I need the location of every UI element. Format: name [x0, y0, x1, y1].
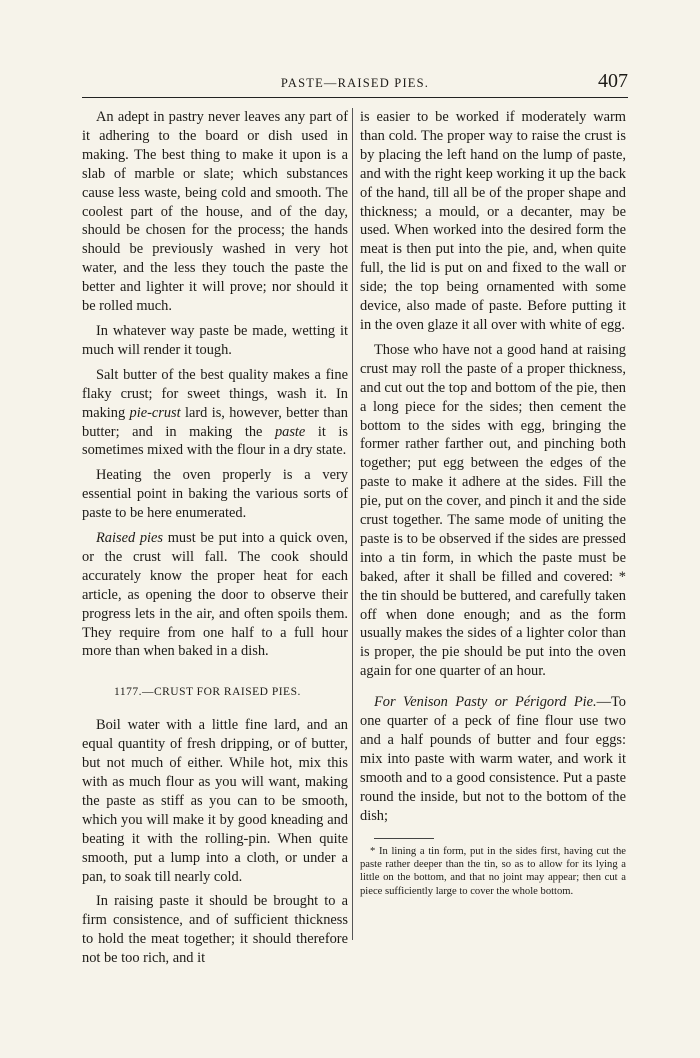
paragraph: In raising paste it should be brought to a firm consistence, and of sufficient thickness to hold the meat together; it should therefore not be too rich, and it [82, 893, 348, 967]
section-heading: 1177.—CRUST FOR RAISED PIES. [114, 686, 301, 699]
emphasis: paste [274, 423, 306, 440]
column-divider [352, 108, 353, 940]
emphasis: Raised pies [96, 530, 164, 547]
running-header [82, 72, 628, 94]
paragraph: Heating the oven properly is a very essential point in baking the various sorts of paste to be here enumerated. [82, 467, 348, 522]
right-column [360, 108, 626, 898]
footnote-rule [374, 838, 434, 839]
paragraph: For Venison Pasty or Périgord Pie.—To one quarter of a peck of fine flour use two and a half pounds of butter and four eggs: mix into paste with warm water, and work it smooth and to a good consistence. Put a paste round the inside, but not to the bottom of the dish; [360, 694, 626, 824]
paragraph: In whatever way paste be made, wetting it much will render it tough. [82, 322, 348, 358]
running-title: PASTE—RAISED PIES. [280, 76, 430, 90]
page-number: 407 [598, 70, 628, 92]
paragraph: Raised pies must be put into a quick oven, or the crust will fall. The cook should accurately know the proper heat for each article, as opening the door to observe their progress lets in the air, and often spoils them. They require from one half to a full hour more than when baked in a dish. [82, 530, 348, 660]
footnote: * In lining a tin form, put in the sides first, having cut the paste rather deeper than the tin, so as to allow for its lying a little on the bottom, and that no joint may appear; then cut a piece sufficiently large to cover the whole bottom. [360, 845, 626, 897]
paragraph: is easier to be worked if moderately warm than cold. The proper way to raise the crust is by placing the left hand on the lump of paste, and with the right keep working it up the back of the hand, till all be of the proper shape and thickness; a mould, or a decanter, may be used. When worked into the desired form the meat is then put into the pie, and, when quite full, the lid is put on and fixed to the wall or side; the top being ornamented with some device, also made of paste. Before putting it in the oven glaze it all over with white of egg. [360, 109, 626, 333]
left-column [82, 108, 348, 968]
emphasis: For Venison Pasty or Périgord Pie. [374, 694, 597, 711]
paragraph: Salt butter of the best quality makes a fine flaky crust; for sweet things, wash it. In making pie-crust lard is, however, better than butter; and in making the paste it is sometimes mixed with the flour in a dry state. [82, 366, 348, 459]
paragraph: Boil water with a little fine lard, and an equal quantity of fresh dripping, or of butter, but not much of either. While hot, mix this with as much flour as you will want, making the paste as stiff as you can to be smooth, which you will make it by good kneading and beating it with the rolling-pin. When quite smooth, put a lump into a cloth, or under a pan, to soak till nearly cold. [82, 717, 348, 885]
emphasis: pie-crust [129, 404, 181, 421]
header-rule [82, 97, 628, 98]
paragraph: Those who have not a good hand at raising crust may roll the paste of a proper thickness, and cut out the top and bottom of the pie, then a long piece for the sides; then cement the bottom to the sides with egg, bringing the former rather farther out, and pinching both together; put egg between the edges of the paste to make it adhere at the sides. Fill the pie, put on the cover, and pinch it and the side crust together. The same mode of uniting the paste is to be observed if the sides are pressed into a tin form, in which the paste must be baked, after it shall be filled and covered: * the tin should be buttered, and carefully taken off when done enough; and as the form usually makes the sides of a lighter color than is proper, the pie should be put into the oven again for one quarter of an hour. [360, 341, 626, 680]
paragraph: An adept in pastry never leaves any part of it adhering to the board or dish used in making. The best thing to make it upon is a slab of marble or slate; which substances cause less waste, being cold and smooth. The coolest part of the house, and of the day, should be chosen for the process; the hands should be previously washed in very hot water, and the less they touch the paste the better and lighter it will prove; nor should it be rolled much. [82, 109, 348, 315]
